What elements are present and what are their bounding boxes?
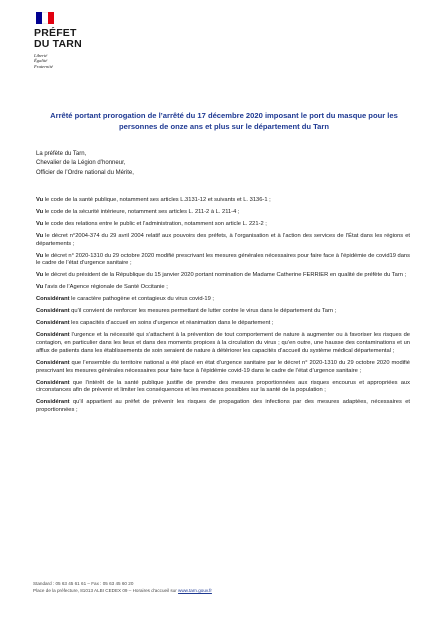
recital-paragraph xyxy=(36,380,410,395)
recital-keyword: Considérant xyxy=(36,359,70,366)
signatory-line: Chevalier de la Légion d’honneur, xyxy=(36,160,126,167)
page-footer xyxy=(33,580,212,594)
brand-line-2: DU TARN xyxy=(34,38,82,50)
recital-paragraph xyxy=(36,233,410,248)
signatory-line: La préfète du Tarn, xyxy=(36,151,87,157)
recital-text: l’urgence et la nécessité qui s’attachent à la prévention de tout comportement de nature à augmenter ou à favoriser les risques de contagion, en particulier dans les lieux et dans des moments propices à la circulation du virus ; qu’en outre, une hausse des contaminations et un afflux de patients dans les établissements de soin seraient de nature à détériorer les capacités d’accueil du système médical départemental ; xyxy=(36,332,410,354)
recital-paragraph xyxy=(36,399,410,414)
recital-keyword: Considérant xyxy=(36,320,70,327)
recital-paragraph xyxy=(36,332,410,355)
signatory-block xyxy=(36,150,134,178)
recital-keyword: Considérant xyxy=(36,399,70,406)
recital-text: que l’intérêt de la santé publique justifie de prendre des mesures proportionnées aux risques encourus et appropriées aux circonstances afin de prévenir et limiter les conséquences et les menaces possibles sur la santé de la population ; xyxy=(36,379,410,394)
signatory-line: Officier de l’Ordre national du Mérite, xyxy=(36,169,134,176)
recital-keyword: Considérant xyxy=(36,332,70,339)
motto-liberte: Liberté xyxy=(34,53,48,58)
document-title: Arrêté portant prorogation de l’arrêté du 17 décembre 2020 imposant le port du masque pour les personnes de onze ans et plus sur le département du Tarn xyxy=(50,111,398,131)
recital-keyword: Vu xyxy=(36,284,44,291)
recital-keyword: Vu xyxy=(36,209,44,215)
recital-keyword: Considérant xyxy=(36,379,70,386)
recital-keyword: Vu xyxy=(36,252,44,259)
recital-text: le décret du président de la République du 15 janvier 2020 portant nomination de Madame Catherine FERRIER en qualité de préfète du Tarn ; xyxy=(43,272,407,279)
recital-keyword: Vu xyxy=(36,197,44,203)
recital-text: le code de la santé publique, notamment ses articles L.3131-12 et suivants et L. 3136-1 ; xyxy=(43,197,271,203)
recital-text: l’avis de l’Agence régionale de Santé Occitanie ; xyxy=(43,284,168,291)
footer-address-text: Place de la préfecture, 81013 ALBI CEDEX 09 – Horaires d’accueil sur xyxy=(33,588,179,593)
footer-address xyxy=(33,587,212,594)
recital-paragraph xyxy=(36,320,410,328)
recital-text: le caractère pathogène et contagieux du virus covid-19 ; xyxy=(69,296,215,303)
footer-contact: Standard : 05 63 45 61 61 – Fax : 05 63 45 60 20 xyxy=(33,581,134,586)
brand-line-1: PRÉFET xyxy=(34,27,77,39)
recital-keyword: Vu xyxy=(36,233,44,239)
recital-paragraph xyxy=(36,221,410,229)
recital-paragraph xyxy=(36,209,410,217)
recital-paragraph xyxy=(36,360,410,375)
recital-text: le décret n° 2020-1310 du 29 octobre 2020 modifié prescrivant les mesures générales nécessaires pour faire face à l’épidémie de covid19 dans le cadre de l’état d’urgence sanitaire ; xyxy=(36,252,410,267)
recital-keyword: Vu xyxy=(36,272,44,279)
website-link[interactable]: www.tarn.gouv.fr xyxy=(178,588,212,593)
recital-text: que l’ensemble du territoire national a été placé en état d’urgence sanitaire par le décret n° 2020-1310 du 29 octobre 2020 modifié prescrivant les mesures générales nécessaires pour faire face à l’épidémie covid-19 dans le cadre de l’état d’urgence sanitaire ; xyxy=(36,359,410,374)
motto xyxy=(34,53,94,69)
recital-keyword: Vu xyxy=(36,221,44,227)
recital-paragraph xyxy=(36,296,410,304)
recitals xyxy=(36,197,410,419)
marianne-flag-icon xyxy=(36,12,54,24)
recital-paragraph xyxy=(36,197,410,205)
recital-keyword: Considérant xyxy=(36,296,70,303)
recital-paragraph xyxy=(36,284,410,292)
motto-fraternite: Fraternité xyxy=(34,63,53,69)
recital-paragraph xyxy=(36,308,410,316)
recital-text: qu’il appartient au préfet de prévenir les risques de propagation des infections par des mesures adaptées, nécessaires et proportionnées ; xyxy=(36,399,410,413)
recital-keyword: Considérant xyxy=(36,308,70,315)
recital-text: qu’il convient de renforcer les mesures permettant de lutter contre le virus dans le département du Tarn ; xyxy=(69,308,337,315)
recital-text: les capacités d’accueil en soins d’urgence et réanimation dans le département ; xyxy=(69,320,274,327)
recital-paragraph xyxy=(36,272,410,280)
prefet-logo xyxy=(34,12,94,69)
recital-text: le code de la sécurité intérieure, notamment ses articles L. 211-2 à L. 211-4 ; xyxy=(43,209,240,215)
recital-text: le décret n°2004-374 du 29 avril 2004 relatif aux pouvoirs des préfets, à l’organisation et à l’action des services de l’État dans les régions et départements ; xyxy=(36,233,410,247)
recital-text: le code des relations entre le public et l’administration, notamment son article L. 221-2 ; xyxy=(43,221,267,227)
motto-egalite: Égalité xyxy=(34,58,48,64)
recital-paragraph xyxy=(36,253,410,268)
